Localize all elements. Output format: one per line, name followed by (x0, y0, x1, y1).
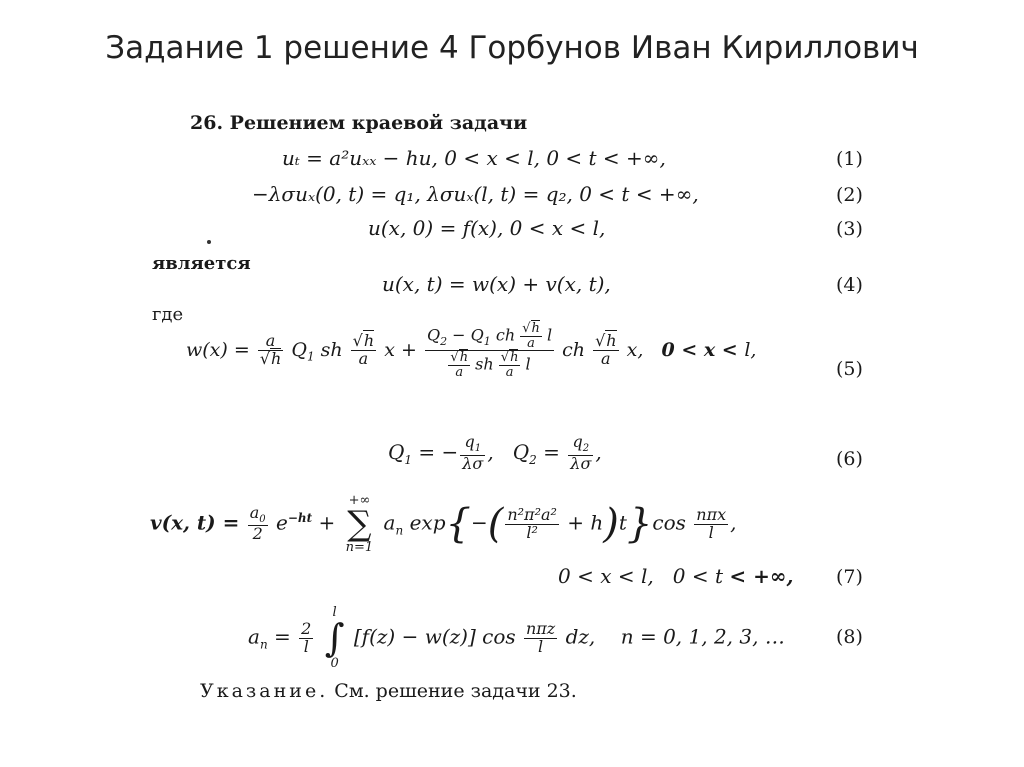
equation-8-number: (8) (836, 626, 863, 648)
equation-6-number: (6) (836, 448, 863, 470)
scanned-page (150, 110, 862, 710)
equation-7: v(x, t) = $\frac{a_0}{2}$ $e^{-ht}$ + +∞ ∑ n=1 $a_n$ exp{−( $\frac{\text{n²π²a²}}{\text{l²}}$ + h)t}cos $\frac{\text{nπx}}{l}$ , (150, 493, 737, 555)
equation-5: w(x) = $\frac{a}{√h}$ $Q_1$ sh $\frac{√h}{a}$ x + $Q_2 - Q_1$ ch $\frac{√h}{a}$ l $\frac{√h}{a}$ sh $\frac{√h}{a}$ l ch $\frac{√h}{a}$ x, 0 < x < l, (186, 321, 757, 380)
equation-3-number: (3) (836, 218, 863, 240)
equation-2: −λσuₓ(0, t) = q₁, λσuₓ(l, t) = q₂, 0 < t < +∞, (252, 182, 699, 206)
equation-7-domain: 0 < x < l, 0 < t < +∞, (558, 564, 794, 588)
equation-1: uₜ = a²uₓₓ − hu, 0 < x < l, 0 < t < +∞, (282, 146, 666, 170)
slide-title: Задание 1 решение 4 Горбунов Иван Кириллович (105, 30, 919, 66)
scan-speck (207, 240, 211, 244)
equation-1-number: (1) (836, 148, 863, 170)
equation-2-number: (2) (836, 184, 863, 206)
hint (200, 680, 577, 702)
equation-5-number: (5) (836, 358, 863, 380)
equation-4: u(x, t) = w(x) + v(x, t), (382, 272, 611, 296)
hint-label: Указание. (200, 680, 329, 702)
problem-header: 26. Решением краевой задачи (190, 112, 528, 134)
equation-6: $Q_1$ = − $\frac{q_1}{\lambda\sigma}$ , $Q_2$ = $\frac{q_2}{\lambda\sigma}$ , (388, 432, 602, 473)
equation-4-number: (4) (836, 274, 863, 296)
equation-7-number: (7) (836, 566, 863, 588)
word-is: является (152, 253, 251, 274)
word-where: где (152, 304, 184, 325)
hint-text: См. решение задачи 23. (334, 680, 577, 702)
equation-8: $a_n$ = $\frac{2}{l}$ l ∫ 0 [f(z) − w(z)] cos $\frac{\text{nπz}}{l}$ dz, n = 0, 1, 2, 3, … (248, 605, 785, 671)
equation-3: u(x, 0) = f(x), 0 < x < l, (368, 216, 606, 240)
